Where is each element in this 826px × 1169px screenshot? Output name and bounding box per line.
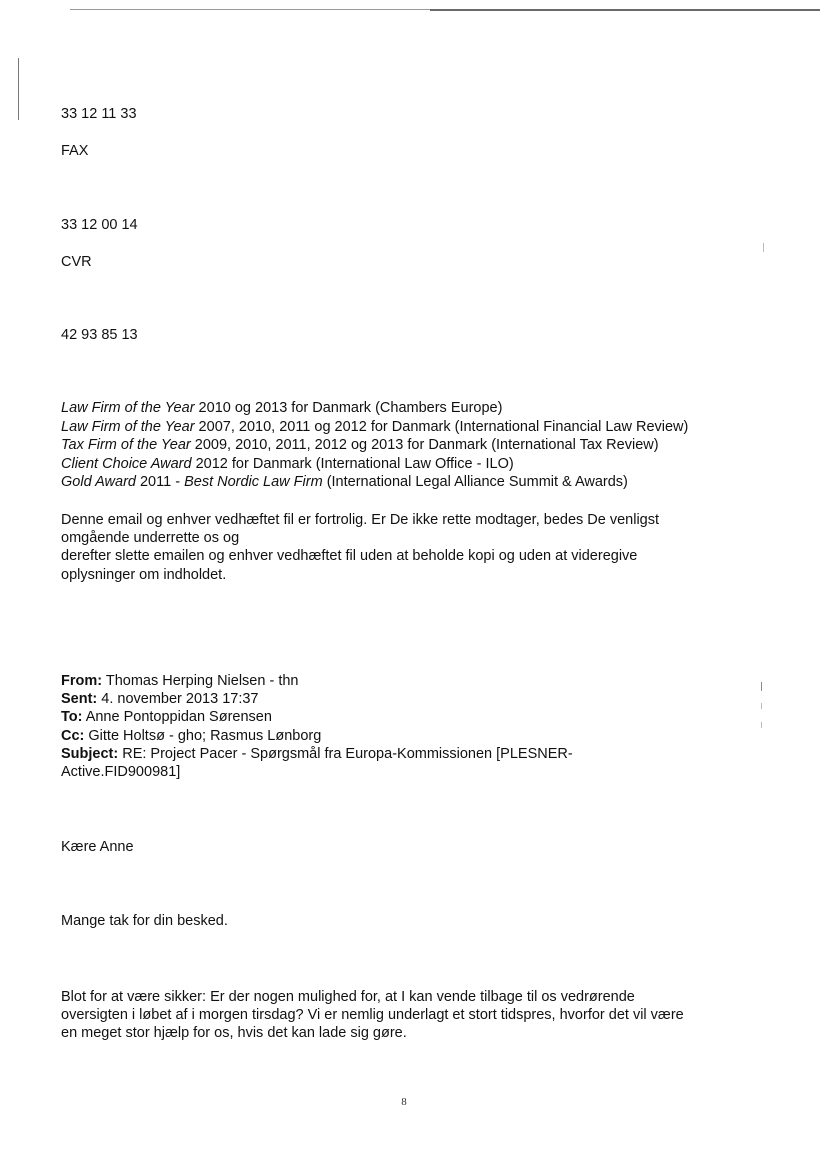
award-title: Best Nordic Law Firm: [184, 474, 323, 491]
request-paragraph: [61, 988, 684, 1043]
scan-speck: [761, 703, 762, 709]
request-line: oversigten i løbet af i morgen tirsdag? Vi er nemlig underlagt et stort tidspres, hvorfor det vil være: [61, 1007, 684, 1024]
sent-label: Sent:: [61, 691, 98, 708]
request-line: en meget stor hjælp for os, hvis det kan lade sig gøre.: [61, 1025, 407, 1042]
scan-edge-mark: [18, 58, 19, 120]
award-title: Law Firm of the Year: [61, 400, 195, 416]
award-title: Gold Award: [61, 474, 136, 491]
scan-top-rule-strong: [430, 9, 820, 11]
cc-value: Gitte Holtsø - gho; Rasmus Lønborg: [84, 727, 322, 744]
thanks-line: Mange tak for din besked.: [61, 913, 228, 929]
fax-number: 33 12 00 14: [61, 217, 138, 233]
disclaimer-line: oplysninger om indholdet.: [61, 566, 227, 583]
from-label: From:: [61, 673, 103, 689]
award-title: Tax Firm of the Year: [61, 437, 191, 454]
awards-block: [61, 399, 688, 492]
sent-row: [61, 690, 573, 708]
email-header: [61, 672, 573, 781]
award-title: Client Choice Award: [61, 455, 192, 472]
to-value: Anne Pontoppidan Sørensen: [82, 709, 272, 726]
award-line: [61, 399, 688, 418]
from-value: Thomas Herping Nielsen - thn: [102, 673, 299, 689]
scan-speck: [763, 243, 764, 252]
fax-label: FAX: [61, 143, 89, 159]
request-line: Blot for at være sikker: Er der nogen mulighed for, at I kan vende tilbage til os vedrørende: [61, 989, 635, 1005]
sent-value: 4. november 2013 17:37: [97, 691, 259, 708]
from-row: [61, 672, 573, 690]
phone-number: 33 12 11 33: [61, 106, 137, 122]
award-title: Law Firm of the Year: [61, 418, 195, 435]
greeting: Kære Anne: [61, 839, 134, 855]
disclaimer-line: omgående underrette os og: [61, 530, 240, 547]
to-label: To:: [61, 709, 83, 726]
to-row: [61, 708, 573, 726]
subject-continuation: Active.FID900981]: [61, 764, 181, 781]
award-text: 2012 for Danmark (International Law Office - ILO): [191, 455, 514, 472]
cvr-number: 42 93 85 13: [61, 327, 138, 343]
award-text: 2011 -: [135, 474, 185, 491]
scan-speck: [761, 682, 762, 691]
subject-value: RE: Project Pacer - Spørgsmål fra Europa-Kommissionen [PLESNER-: [118, 745, 573, 762]
disclaimer-line: derefter slette emailen og enhver vedhæftet fil uden at beholde kopi og uden at videregive: [61, 548, 638, 565]
award-line: [61, 473, 688, 492]
subject-label: Subject:: [61, 745, 119, 762]
award-text: 2009, 2010, 2011, 2012 og 2013 for Danmark (International Tax Review): [190, 437, 659, 454]
award-text: 2010 og 2013 for Danmark (Chambers Europe): [194, 400, 503, 416]
cc-row: [61, 727, 573, 745]
award-line: [61, 436, 688, 455]
disclaimer-line: Denne email og enhver vedhæftet fil er fortrolig. Er De ikke rette modtager, bedes De venligst: [61, 512, 660, 528]
award-line: [61, 455, 688, 474]
page-number: 8: [401, 1096, 407, 1108]
award-text: (International Legal Alliance Summit & Awards): [322, 474, 628, 491]
award-text: 2007, 2010, 2011 og 2012 for Danmark (International Financial Law Review): [194, 418, 689, 435]
cc-label: Cc:: [61, 727, 85, 744]
scan-speck: [761, 722, 762, 728]
award-line: [61, 418, 688, 437]
subject-row: [61, 745, 573, 763]
cvr-label: CVR: [61, 254, 92, 270]
disclaimer: [61, 511, 659, 584]
